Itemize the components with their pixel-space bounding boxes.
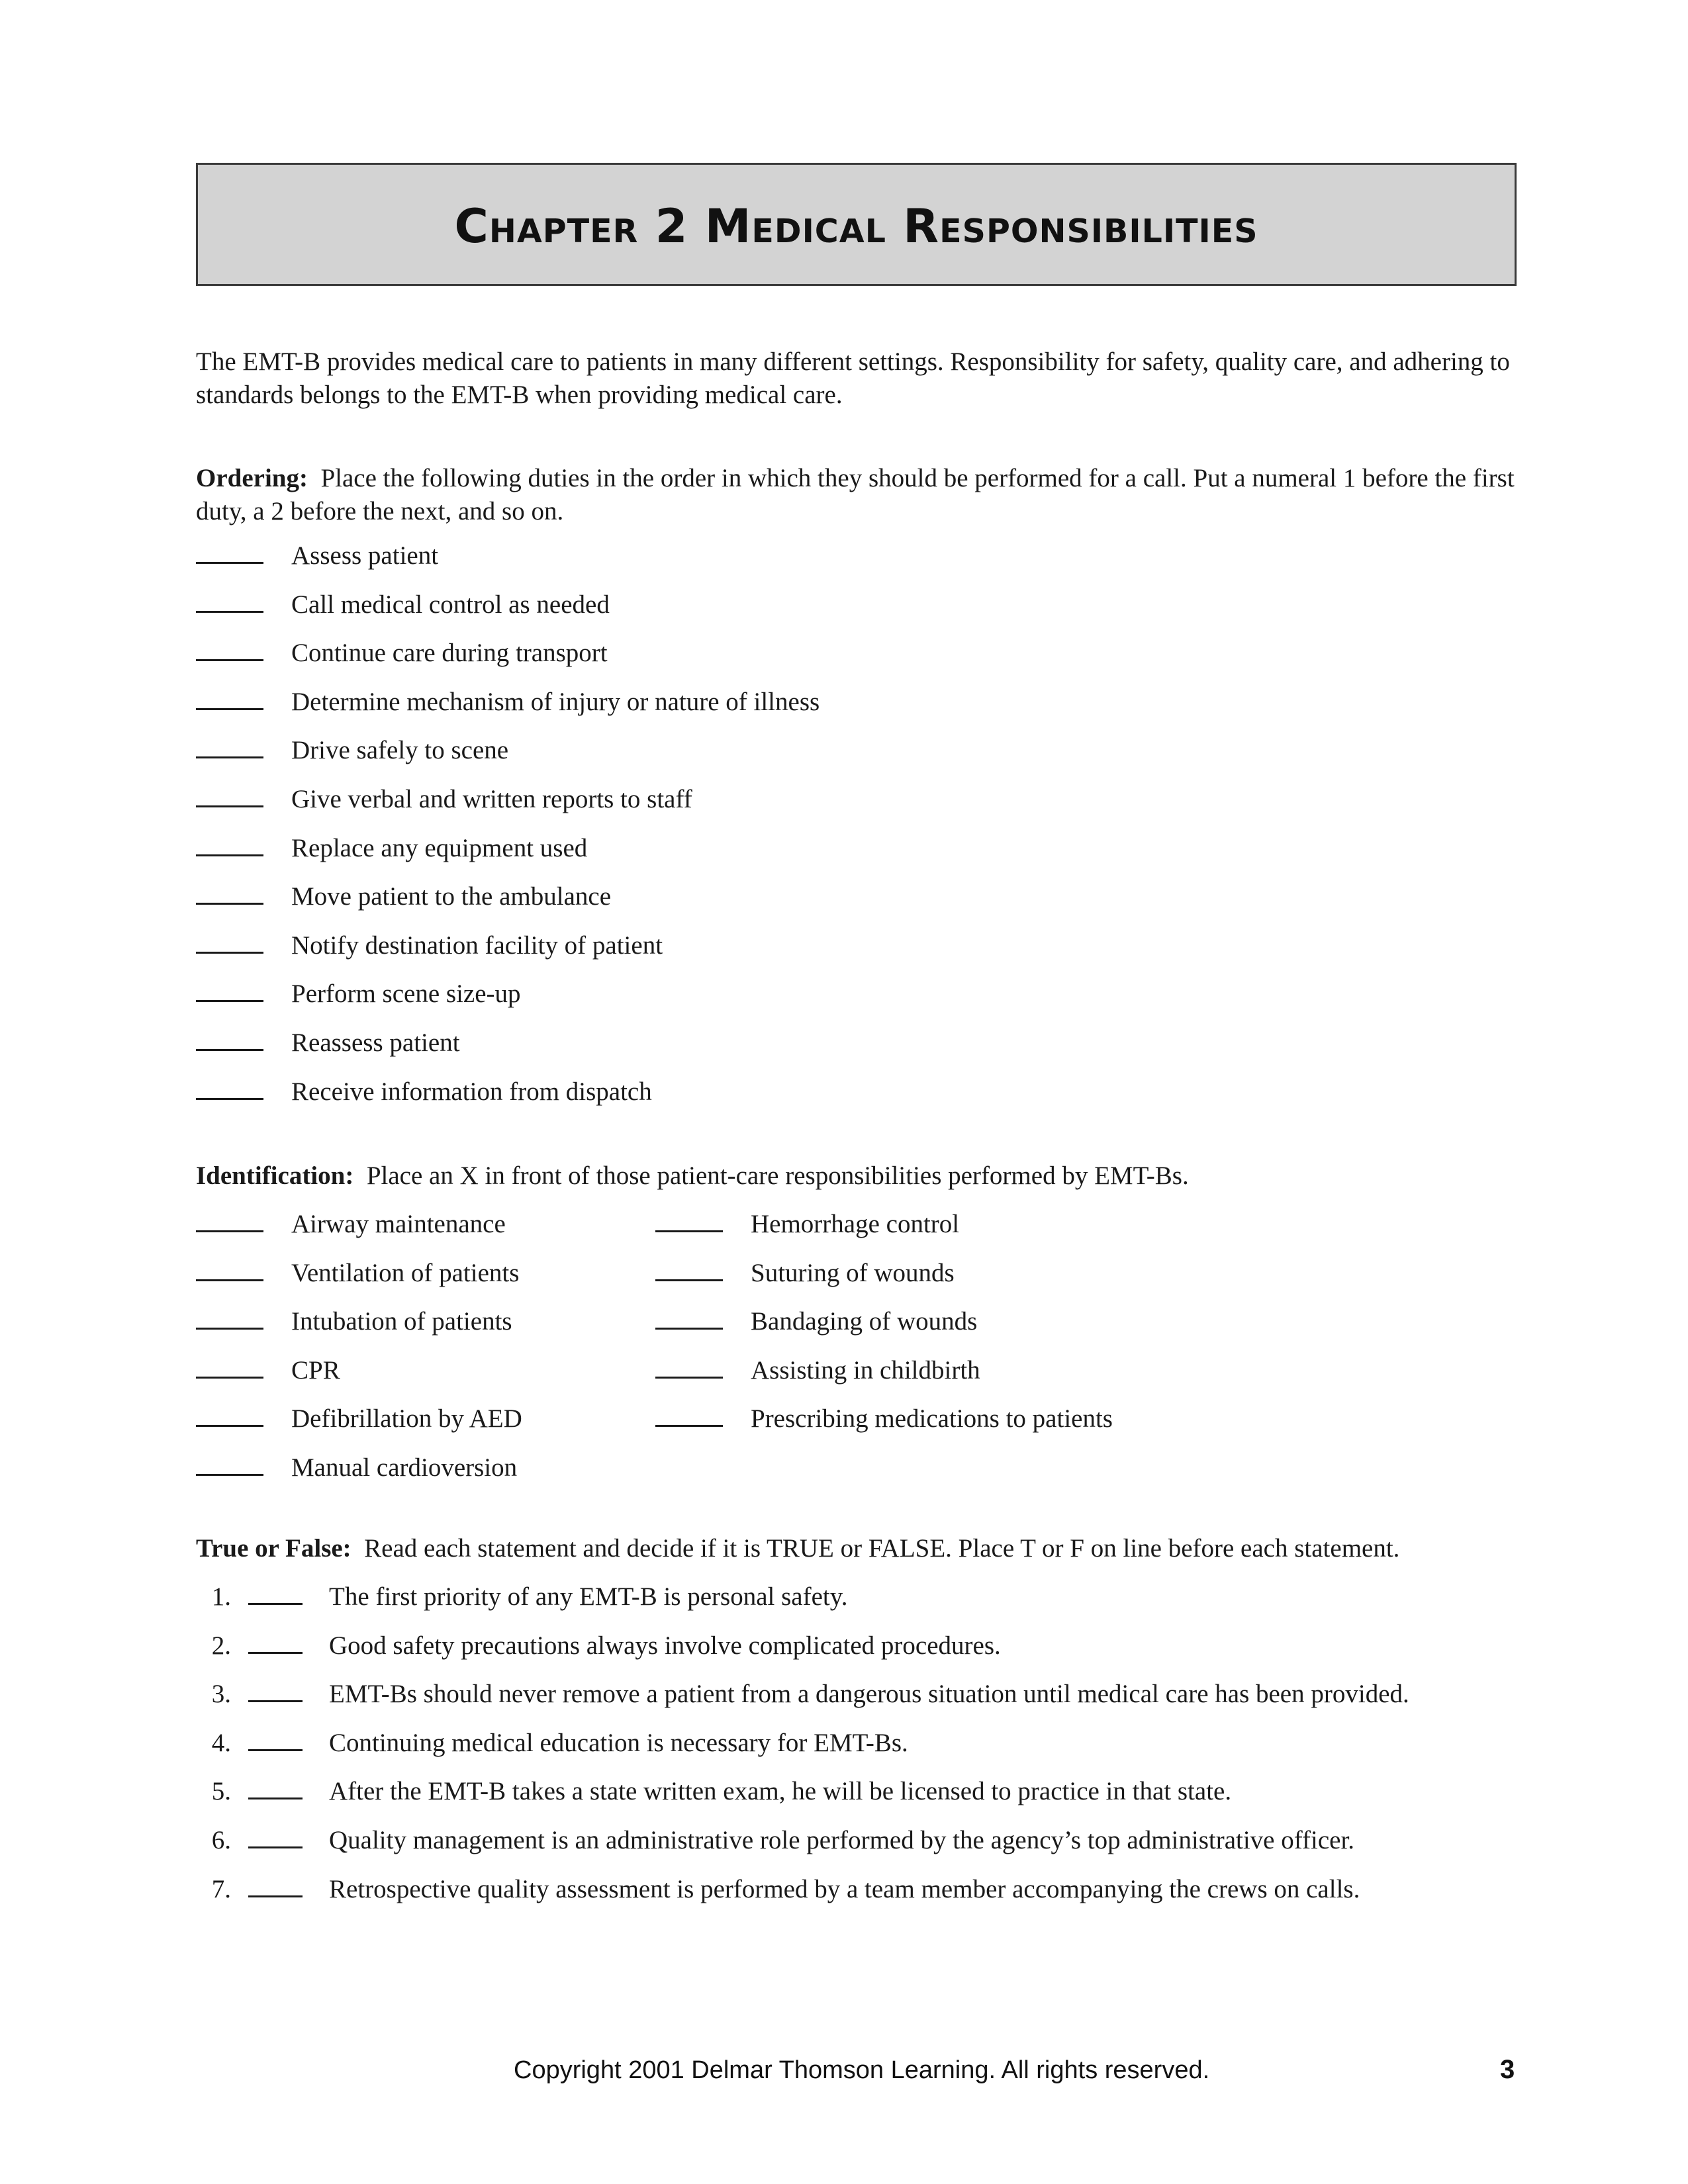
list-item [655,1305,1113,1354]
identification-instructions [196,1160,1517,1193]
item-text: Defibrillation by AED [291,1404,522,1433]
answer-blank[interactable] [196,1078,263,1100]
answer-blank[interactable] [196,1259,263,1281]
list-item [196,539,820,588]
true-false-instructions-text: Read each statement and decide if it is TRUE or FALSE. Place T or F on line before each statement. [364,1534,1400,1563]
true-false-instructions [196,1532,1517,1565]
answer-blank[interactable] [655,1210,723,1232]
item-text: Move patient to the ambulance [291,882,612,911]
list-item [196,1824,1409,1873]
list-item [196,1678,1409,1727]
item-text: Replace any equipment used [291,833,588,862]
item-text: The first priority of any EMT-B is personal safety. [329,1582,848,1611]
answer-blank[interactable] [196,1029,263,1051]
item-text: Intubation of patients [291,1307,512,1336]
list-item [196,1257,522,1306]
answer-blank[interactable] [196,932,263,954]
item-text: Hemorrhage control [751,1210,960,1238]
identification-instructions-text: Place an X in front of those patient-care responsibilities performed by EMT-Bs. [366,1161,1189,1190]
list-item [196,1727,1409,1776]
item-text: Call medical control as needed [291,590,610,619]
intro-paragraph: The EMT-B provides medical care to patients in many different settings. Responsibility for safety, quality care, and adhering to standards belongs to the EMT-B when providing medical care. [196,347,1510,409]
answer-blank[interactable] [196,1454,263,1476]
item-text: Ventilation of patients [291,1258,520,1287]
answer-blank[interactable] [248,1778,303,1799]
answer-blank[interactable] [248,1632,303,1654]
ordering-instructions-text: Place the following duties in the order in which they should be performed for a call. Put a numeral 1 before the first duty, a 2 before the next, and so on. [196,464,1515,525]
answer-blank[interactable] [196,1405,263,1427]
page-number: 3 [1500,2055,1515,2084]
answer-blank[interactable] [655,1259,723,1281]
list-item [655,1402,1113,1451]
list-item [196,686,820,735]
item-text: Airway maintenance [291,1210,506,1238]
answer-blank[interactable] [248,1583,303,1605]
answer-blank[interactable] [196,639,263,661]
list-item [196,1026,820,1075]
item-text: After the EMT-B takes a state written exam, he will be licensed to practice in that state. [329,1777,1232,1806]
answer-blank[interactable] [196,883,263,905]
identification-label: Identification: [196,1161,354,1190]
true-false-label: True or False: [196,1534,352,1563]
item-text: Reassess patient [291,1028,460,1057]
list-item [196,1354,522,1403]
item-number: 6. [211,1825,231,1854]
item-number: 7. [211,1874,231,1903]
item-text: Quality management is an administrative role performed by the agency’s top administrative officer. [329,1825,1355,1854]
item-text: CPR [291,1355,340,1385]
answer-blank[interactable] [196,688,263,710]
item-text: Receive information from dispatch [291,1077,652,1106]
answer-blank[interactable] [248,1876,303,1897]
item-text: Suturing of wounds [751,1258,955,1287]
list-item [196,1402,522,1451]
answer-blank[interactable] [248,1827,303,1848]
answer-blank[interactable] [196,1357,263,1379]
item-text: Manual cardioversion [291,1453,518,1482]
answer-blank[interactable] [248,1680,303,1702]
list-item [655,1208,1113,1257]
item-text: Bandaging of wounds [751,1307,978,1336]
answer-blank[interactable] [248,1729,303,1751]
item-text: Retrospective quality assessment is performed by a team member accompanying the crews on calls. [329,1874,1360,1903]
answer-blank[interactable] [655,1308,723,1330]
list-item [196,1075,820,1124]
item-text: Good safety precautions always involve complicated procedures. [329,1631,1001,1660]
item-number: 4. [211,1728,231,1757]
list-item [196,588,820,637]
item-text: Assisting in childbirth [751,1355,980,1385]
list-item [196,1873,1409,1922]
ordering-label: Ordering: [196,464,308,492]
chapter-title-box [196,163,1517,286]
answer-blank[interactable] [655,1357,723,1379]
answer-blank[interactable] [196,542,263,564]
copyright-footer: Copyright 2001 Delmar Thomson Learning. All rights reserved. [514,2056,1210,2084]
list-item [196,734,820,783]
item-text: Give verbal and written reports to staff [291,784,692,813]
list-item [196,1305,522,1354]
answer-blank[interactable] [196,1210,263,1232]
list-item [196,832,820,881]
item-text: Determine mechanism of injury or nature of illness [291,687,820,716]
list-item [196,1451,522,1500]
list-item [655,1257,1113,1306]
item-number: 3. [211,1680,231,1709]
item-text: EMT-Bs should never remove a patient from a dangerous situation until medical care has been provided. [329,1680,1409,1709]
list-item [196,783,820,832]
item-text: Perform scene size-up [291,979,521,1009]
item-text: Continue care during transport [291,639,608,668]
identification-right-list [655,1208,1113,1451]
answer-blank[interactable] [196,786,263,807]
answer-blank[interactable] [196,737,263,758]
item-text: Drive safely to scene [291,736,509,765]
identification-left-list [196,1208,522,1500]
list-item [196,1580,1409,1629]
item-text: Prescribing medications to patients [751,1404,1113,1433]
ordering-list [196,539,820,1124]
answer-blank[interactable] [196,980,263,1002]
item-number: 5. [211,1777,231,1806]
list-item [196,637,820,686]
list-item [196,1208,522,1257]
answer-blank[interactable] [196,591,263,613]
list-item [196,1775,1409,1824]
list-item [196,880,820,929]
answer-blank[interactable] [655,1405,723,1427]
item-text: Notify destination facility of patient [291,931,663,960]
list-item [196,978,820,1026]
answer-blank[interactable] [196,835,263,856]
item-number: 2. [211,1631,231,1660]
list-item [655,1354,1113,1403]
chapter-title: Chapter 2 Medical Responsibilities [454,199,1258,253]
item-text: Assess patient [291,541,439,570]
list-item [196,1629,1409,1678]
item-text: Continuing medical education is necessary for EMT-Bs. [329,1728,908,1757]
list-item [196,929,820,978]
ordering-instructions [196,462,1517,528]
item-number: 1. [211,1582,231,1611]
true-false-list [196,1580,1409,1921]
answer-blank[interactable] [196,1308,263,1330]
